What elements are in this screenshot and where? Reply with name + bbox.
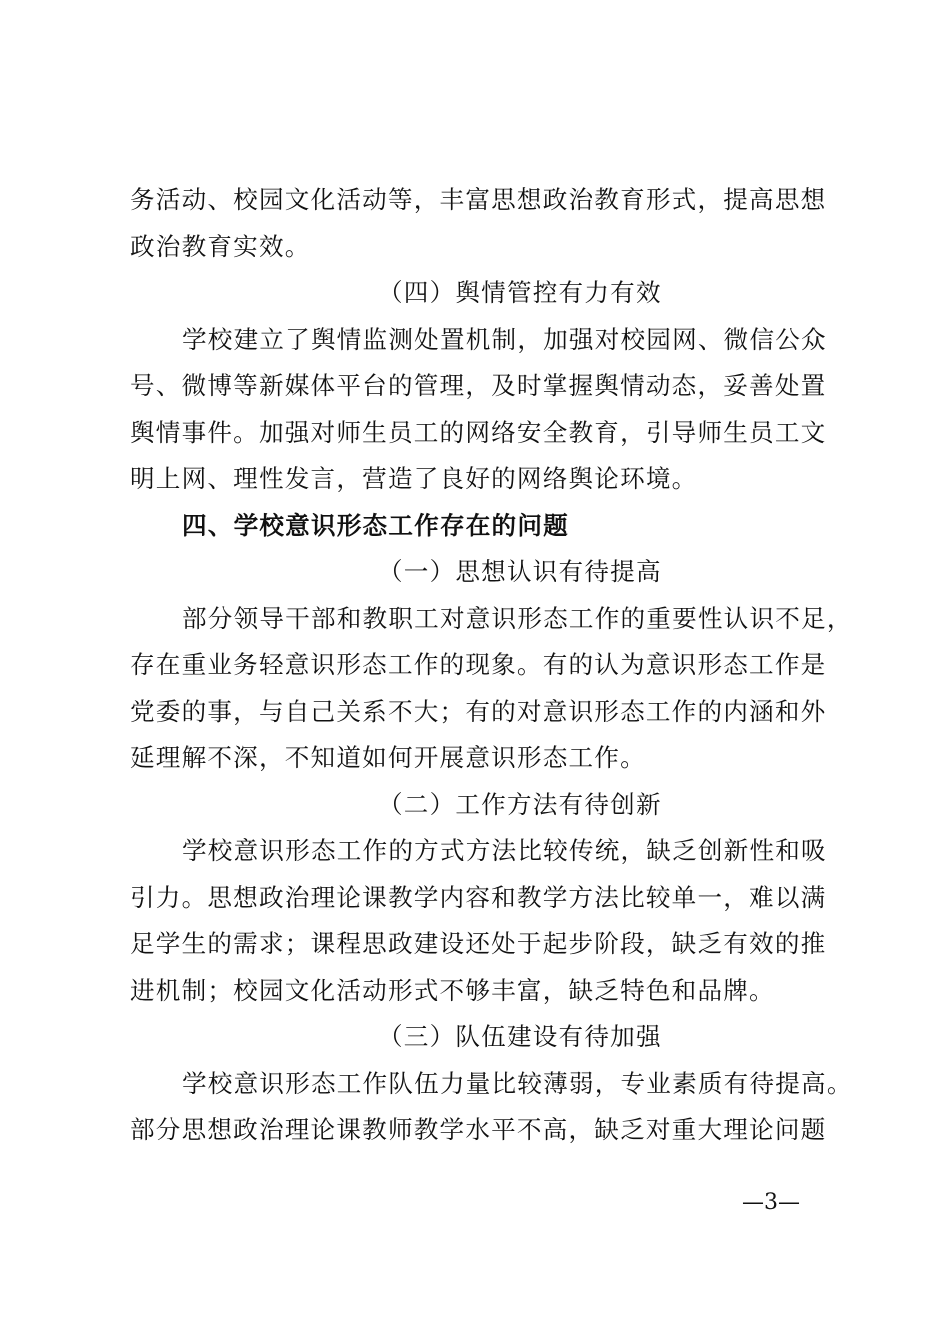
body-text-line: 进机制；校园文化活动形式不够丰富，缺乏特色和品牌。 — [130, 976, 775, 1005]
body-text-line: 党委的事，与自己关系不大；有的对意识形态工作的内涵和外 — [130, 697, 827, 726]
subsection-heading: （四）舆情管控有力有效 — [378, 278, 662, 307]
subsection-heading: （一）思想认识有待提高 — [378, 557, 662, 586]
body-text-line: 学校意识形态工作队伍力量比较薄弱，专业素质有待提高。 — [182, 1069, 853, 1098]
body-text-line: 舆情事件。加强对师生员工的网络安全教育，引导师生员工文 — [130, 418, 827, 447]
body-text-line: 延理解不深，不知道如何开展意识形态工作。 — [130, 743, 646, 772]
body-text-line: 引力。思想政治理论课教学内容和教学方法比较单一，难以满 — [130, 883, 827, 912]
subsection-heading: （三）队伍建设有待加强 — [378, 1022, 662, 1051]
subsection-heading: （二）工作方法有待创新 — [378, 790, 662, 819]
body-text-line: 部分领导干部和教职工对意识形态工作的重要性认识不足， — [182, 604, 853, 633]
body-text-line: 号、微博等新媒体平台的管理，及时掌握舆情动态，妥善处置 — [130, 371, 827, 400]
section-heading: 四、学校意识形态工作存在的问题 — [182, 511, 569, 540]
body-text-line: 明上网、理性发言，营造了良好的网络舆论环境。 — [130, 464, 698, 493]
body-text-line: 存在重业务轻意识形态工作的现象。有的认为意识形态工作是 — [130, 650, 827, 679]
body-text-line: 学校意识形态工作的方式方法比较传统，缺乏创新性和吸 — [182, 836, 827, 865]
body-text-line: 部分思想政治理论课教师教学水平不高，缺乏对重大理论问题 — [130, 1115, 827, 1144]
body-text-line: 务活动、校园文化活动等，丰富思想政治教育形式，提高思想 — [130, 185, 827, 214]
page-number: —3— — [742, 1190, 800, 1215]
body-text-line: 学校建立了舆情监测处置机制，加强对校园网、微信公众 — [182, 325, 827, 354]
body-text-line: 政治教育实效。 — [130, 232, 311, 261]
body-text-line: 足学生的需求；课程思政建设还处于起步阶段，缺乏有效的推 — [130, 929, 827, 958]
